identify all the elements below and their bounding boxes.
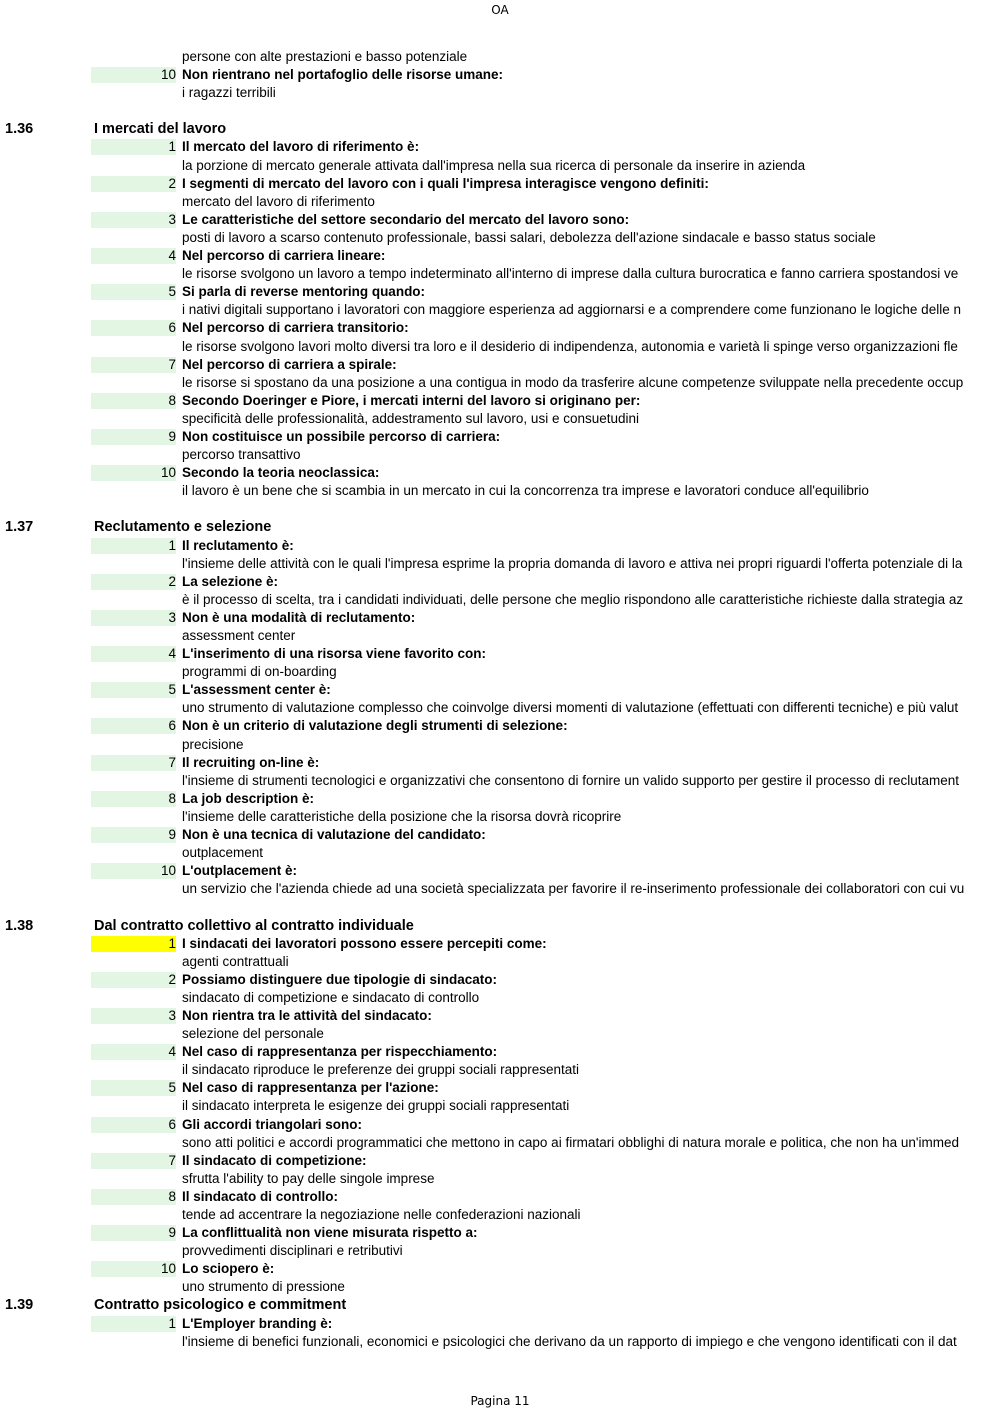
question-text: La job description è: (182, 790, 315, 806)
row-highlight (91, 755, 176, 771)
question-number: 8 (168, 1188, 176, 1204)
answer-text: agenti contrattuali (182, 953, 289, 969)
question-number: 7 (168, 356, 176, 372)
section-title: Reclutamento e selezione (94, 519, 272, 536)
sections-container (0, 120, 1000, 1350)
answer-text: specificità delle professionalità, addestramento sul lavoro, usi e consuetudini (182, 410, 640, 426)
question-number: 3 (168, 1007, 176, 1023)
question-line (0, 681, 994, 699)
answer-text: precisione (182, 736, 244, 752)
answer-text: l'insieme di benefici funzionali, economici e psicologici che derivano da un rapporto di impiego e che vengono identificati con il dat (182, 1333, 957, 1349)
row-highlight (91, 610, 176, 626)
answer-text: provvedimenti disciplinari e retributivi (182, 1243, 403, 1259)
answer-line (0, 844, 994, 862)
answer-line (0, 265, 994, 283)
answer-text: uno strumento di valutazione complesso che coinvolge diversi momenti di valutazione (effettuati con differenti tecniche) e più valut (182, 700, 959, 716)
answer-line (0, 1333, 994, 1351)
answer-line (0, 1061, 994, 1079)
answer-text: l'insieme delle attività con le quali l'impresa esprime la propria domanda di lavoro e attiva nei propri riguardi l'offerta potenziale di la (182, 555, 963, 571)
answer-line (0, 880, 994, 898)
question-number: 10 (160, 863, 176, 879)
answer-line (0, 772, 994, 790)
answer-line (0, 338, 994, 356)
question-number: 6 (168, 718, 176, 734)
question-line (0, 971, 994, 989)
row-highlight (91, 1225, 176, 1241)
question-text: L'inserimento di una risorsa viene favorito con: (182, 646, 487, 662)
row-highlight (91, 827, 176, 843)
answer-line (0, 229, 994, 247)
section-number: 1.36 (5, 121, 34, 138)
row-highlight (91, 139, 176, 155)
answer-line (0, 736, 994, 754)
row-highlight (91, 936, 176, 952)
row-highlight (91, 1080, 176, 1096)
question-line (0, 66, 994, 84)
question-text: La conflittualità non viene misurata rispetto a: (182, 1225, 478, 1241)
row-highlight (91, 682, 176, 698)
row-highlight (91, 538, 176, 554)
row-highlight (91, 284, 176, 300)
question-number: 5 (168, 682, 176, 698)
question-line (0, 1079, 994, 1097)
answer-text: l'insieme delle caratteristiche della posizione che la risorsa dovrà ricoprire (182, 808, 622, 824)
question-line (0, 609, 994, 627)
spacer (0, 500, 1000, 518)
question-line (0, 283, 994, 301)
question-line (0, 1188, 994, 1206)
question-text: Non è un criterio di valutazione degli strumenti di selezione: (182, 718, 568, 734)
question-number: 6 (168, 320, 176, 336)
question-text: Le caratteristiche del settore secondario del mercato del lavoro sono: (182, 211, 630, 227)
question-number: 5 (168, 284, 176, 300)
question-line (0, 717, 994, 735)
row-highlight (91, 212, 176, 228)
row-highlight (91, 429, 176, 445)
answer-text: sfrutta l'ability to pay delle singole imprese (182, 1170, 435, 1186)
question-line (0, 826, 994, 844)
answer-text: il sindacato riproduce le preferenze dei gruppi sociali rappresentati (182, 1062, 579, 1078)
question-text: Non rientra tra le attività del sindacato: (182, 1007, 432, 1023)
answer-line (0, 591, 994, 609)
answer-line (0, 410, 994, 428)
question-text: Secondo Doeringer e Piore, i mercati interni del lavoro si originano per: (182, 392, 641, 408)
question-number: 8 (168, 790, 176, 806)
question-text: Nel caso di rappresentanza per rispecchiamento: (182, 1044, 498, 1060)
answer-text: il lavoro è un bene che si scambia in un mercato in cui la concorrenza tra imprese e lavoratori conduce all'equilibrio (182, 483, 869, 499)
question-text: Il reclutamento è: (182, 537, 294, 553)
question-line (0, 247, 994, 265)
row-highlight (91, 1316, 176, 1332)
section-title: Dal contratto collettivo al contratto individuale (94, 917, 414, 934)
row-highlight (91, 1153, 176, 1169)
answer-text: un servizio che l'azienda chiede ad una società specializzata per favorire il re-inserimento professionale dei collaboratori con cui vu (182, 881, 965, 897)
row-highlight (91, 1189, 176, 1205)
question-number: 9 (168, 1225, 176, 1241)
question-number: 1 (168, 1315, 176, 1331)
answer-text: i nativi digitali supportano i lavoratori con maggiore esperienza ad aggiornarsi e a comprendere come funzionano le logiche delle n (182, 302, 961, 318)
question-line (0, 537, 994, 555)
answer-text: percorso transattivo (182, 447, 301, 463)
answer-line (0, 1134, 994, 1152)
answer-line (0, 1242, 994, 1260)
answer-line (0, 1206, 994, 1224)
question-number: 2 (168, 175, 176, 191)
question-line (0, 645, 994, 663)
question-line (0, 1224, 994, 1242)
question-line (0, 1260, 994, 1278)
question-text: Il mercato del lavoro di riferimento è: (182, 139, 420, 155)
question-line (0, 211, 994, 229)
question-text: I segmenti di mercato del lavoro con i quali l'impresa interagisce vengono definiti: (182, 175, 709, 191)
question-number: 6 (168, 1116, 176, 1132)
answer-line (0, 374, 994, 392)
question-line (0, 356, 994, 374)
question-text: Non rientrano nel portafoglio delle risorse umane: (182, 67, 504, 83)
answer-line (0, 48, 994, 66)
section-title: Contratto psicologico e commitment (94, 1297, 347, 1314)
spacer (0, 102, 1000, 120)
question-line (0, 935, 994, 953)
question-number: 5 (168, 1080, 176, 1096)
question-text: Nel percorso di carriera a spirale: (182, 356, 397, 372)
answer-text: uno strumento di pressione (182, 1279, 345, 1295)
answer-line (0, 482, 994, 500)
question-text: Secondo la teoria neoclassica: (182, 465, 380, 481)
question-number: 9 (168, 428, 176, 444)
question-line (0, 1315, 994, 1333)
question-number: 2 (168, 573, 176, 589)
row-highlight (91, 176, 176, 192)
question-text: L'assessment center è: (182, 682, 331, 698)
answer-line (0, 989, 994, 1007)
question-line (0, 138, 994, 156)
answer-line (0, 193, 994, 211)
question-text: Nel percorso di carriera lineare: (182, 248, 386, 264)
answer-line (0, 1025, 994, 1043)
answer-text: posti di lavoro a scarso contenuto professionale, bassi salari, debolezza dell'azione sindacale e basso status sociale (182, 229, 876, 245)
answer-text: assessment center (182, 628, 296, 643)
section-number: 1.38 (5, 917, 34, 934)
question-number: 10 (160, 1261, 176, 1277)
answer-text: l'insieme di strumenti tecnologici e organizzativi che consentono di fornire un valido supporto per gestire il processo di reclutament (182, 772, 959, 788)
section-number: 1.39 (5, 1297, 34, 1314)
question-line (0, 862, 994, 880)
question-number: 10 (160, 465, 176, 481)
row-highlight (91, 357, 176, 373)
row-highlight (91, 646, 176, 662)
question-text: Il recruiting on-line è: (182, 754, 320, 770)
question-number: 3 (168, 609, 176, 625)
section-heading (0, 1296, 994, 1314)
question-text: L'Employer branding è: (182, 1315, 333, 1331)
row-highlight (91, 574, 176, 590)
question-text: Non costituisce un possibile percorso di carriera: (182, 428, 501, 444)
page-header: OA (491, 3, 509, 17)
answer-text: le risorse si spostano da una posizione a una contigua in modo da trasferire alcune competenze sviluppate nella precedente occup (182, 374, 964, 390)
question-number: 10 (160, 67, 176, 83)
question-number: 2 (168, 971, 176, 987)
answer-line (0, 1097, 994, 1115)
question-line (0, 754, 994, 772)
spacer (0, 898, 1000, 916)
row-highlight (91, 393, 176, 409)
question-text: Nel percorso di carriera transitorio: (182, 320, 409, 336)
answer-line (0, 555, 994, 573)
question-number: 1 (168, 935, 176, 951)
question-number: 4 (168, 1044, 176, 1060)
row-highlight (91, 1008, 176, 1024)
question-line (0, 175, 994, 193)
answer-line (0, 953, 994, 971)
answer-line (0, 446, 994, 464)
question-line (0, 1152, 994, 1170)
answer-text: persone con alte prestazioni e basso potenziale (182, 49, 468, 64)
row-highlight (91, 248, 176, 264)
question-text: Si parla di reverse mentoring quando: (182, 284, 426, 300)
answer-line (0, 627, 994, 645)
question-number: 1 (168, 139, 176, 155)
answer-text: mercato del lavoro di riferimento (182, 193, 375, 209)
answer-text: è il processo di scelta, tra i candidati individuati, delle persone che meglio rispondono alle caratteristiche richieste dalla strategia az (182, 591, 964, 607)
question-line (0, 319, 994, 337)
answer-text: la porzione di mercato generale attivata dall'impresa nella sua ricerca di personale da inserire in azienda (182, 157, 806, 173)
question-line (0, 1007, 994, 1025)
section-heading (0, 917, 994, 935)
answer-text: programmi di on-boarding (182, 664, 337, 680)
answer-text: sono atti politici e accordi programmatici che mettono in capo ai firmatari obblighi di natura morale e politica, che non ha un'immed (182, 1134, 959, 1150)
section-heading (0, 518, 994, 536)
row-highlight (91, 791, 176, 807)
page-footer: Pagina 11 (470, 1394, 530, 1408)
answer-line (0, 699, 994, 717)
question-line (0, 428, 994, 446)
section-title: I mercati del lavoro (94, 121, 227, 138)
question-number: 1 (168, 537, 176, 553)
question-text: Possiamo distinguere due tipologie di sindacato: (182, 971, 498, 987)
row-highlight (91, 718, 176, 734)
answer-text: le risorse svolgono un lavoro a tempo indeterminato all'interno di imprese dalla cultura burocratica e fanno carriera spostandosi ve (182, 266, 959, 282)
row-highlight (91, 1044, 176, 1060)
answer-line (0, 157, 994, 175)
question-number: 4 (168, 248, 176, 264)
question-line (0, 790, 994, 808)
answer-line (0, 663, 994, 681)
question-number: 7 (168, 1152, 176, 1168)
question-line (0, 573, 994, 591)
answer-text: i ragazzi terribili (182, 85, 276, 101)
document-body (0, 48, 1000, 1351)
section-number: 1.37 (5, 519, 34, 536)
answer-text: tende ad accentrare la negoziazione nelle confederazioni nazionali (182, 1207, 581, 1222)
answer-text: outplacement (182, 845, 264, 861)
question-number: 9 (168, 827, 176, 843)
question-text: Gli accordi triangolari sono: (182, 1116, 363, 1132)
section-heading (0, 120, 994, 138)
question-line (0, 1043, 994, 1061)
question-number: 3 (168, 211, 176, 227)
question-text: I sindacati dei lavoratori possono essere percepiti come: (182, 935, 547, 951)
answer-text: il sindacato interpreta le esigenze dei gruppi sociali rappresentati (182, 1098, 570, 1114)
question-text: Il sindacato di competizione: (182, 1152, 367, 1168)
question-text: Non è una tecnica di valutazione del candidato: (182, 827, 486, 843)
question-text: Non è una modalità di reclutamento: (182, 609, 416, 625)
answer-text: le risorse svolgono lavori molto diversi tra loro e il desiderio di indipendenza, autonomia e varietà li spinge verso organizzazioni fle (182, 338, 958, 354)
question-number: 4 (168, 646, 176, 662)
answer-text: selezione del personale (182, 1026, 324, 1042)
answer-text: sindacato di competizione e sindacato di controllo (182, 989, 480, 1005)
row-highlight (91, 1117, 176, 1133)
question-text: Nel caso di rappresentanza per l'azione: (182, 1080, 439, 1096)
question-text: Lo sciopero è: (182, 1261, 275, 1277)
answer-line (0, 1278, 994, 1296)
row-highlight (91, 320, 176, 336)
question-text: La selezione è: (182, 573, 279, 589)
question-text: L'outplacement è: (182, 863, 297, 879)
answer-line (0, 1170, 994, 1188)
question-number: 7 (168, 754, 176, 770)
question-number: 8 (168, 392, 176, 408)
answer-line (0, 84, 994, 102)
answer-line (0, 808, 994, 826)
question-line (0, 392, 994, 410)
answer-line (0, 301, 994, 319)
question-line (0, 1116, 994, 1134)
question-line (0, 464, 994, 482)
question-text: Il sindacato di controllo: (182, 1188, 339, 1204)
row-highlight (91, 972, 176, 988)
